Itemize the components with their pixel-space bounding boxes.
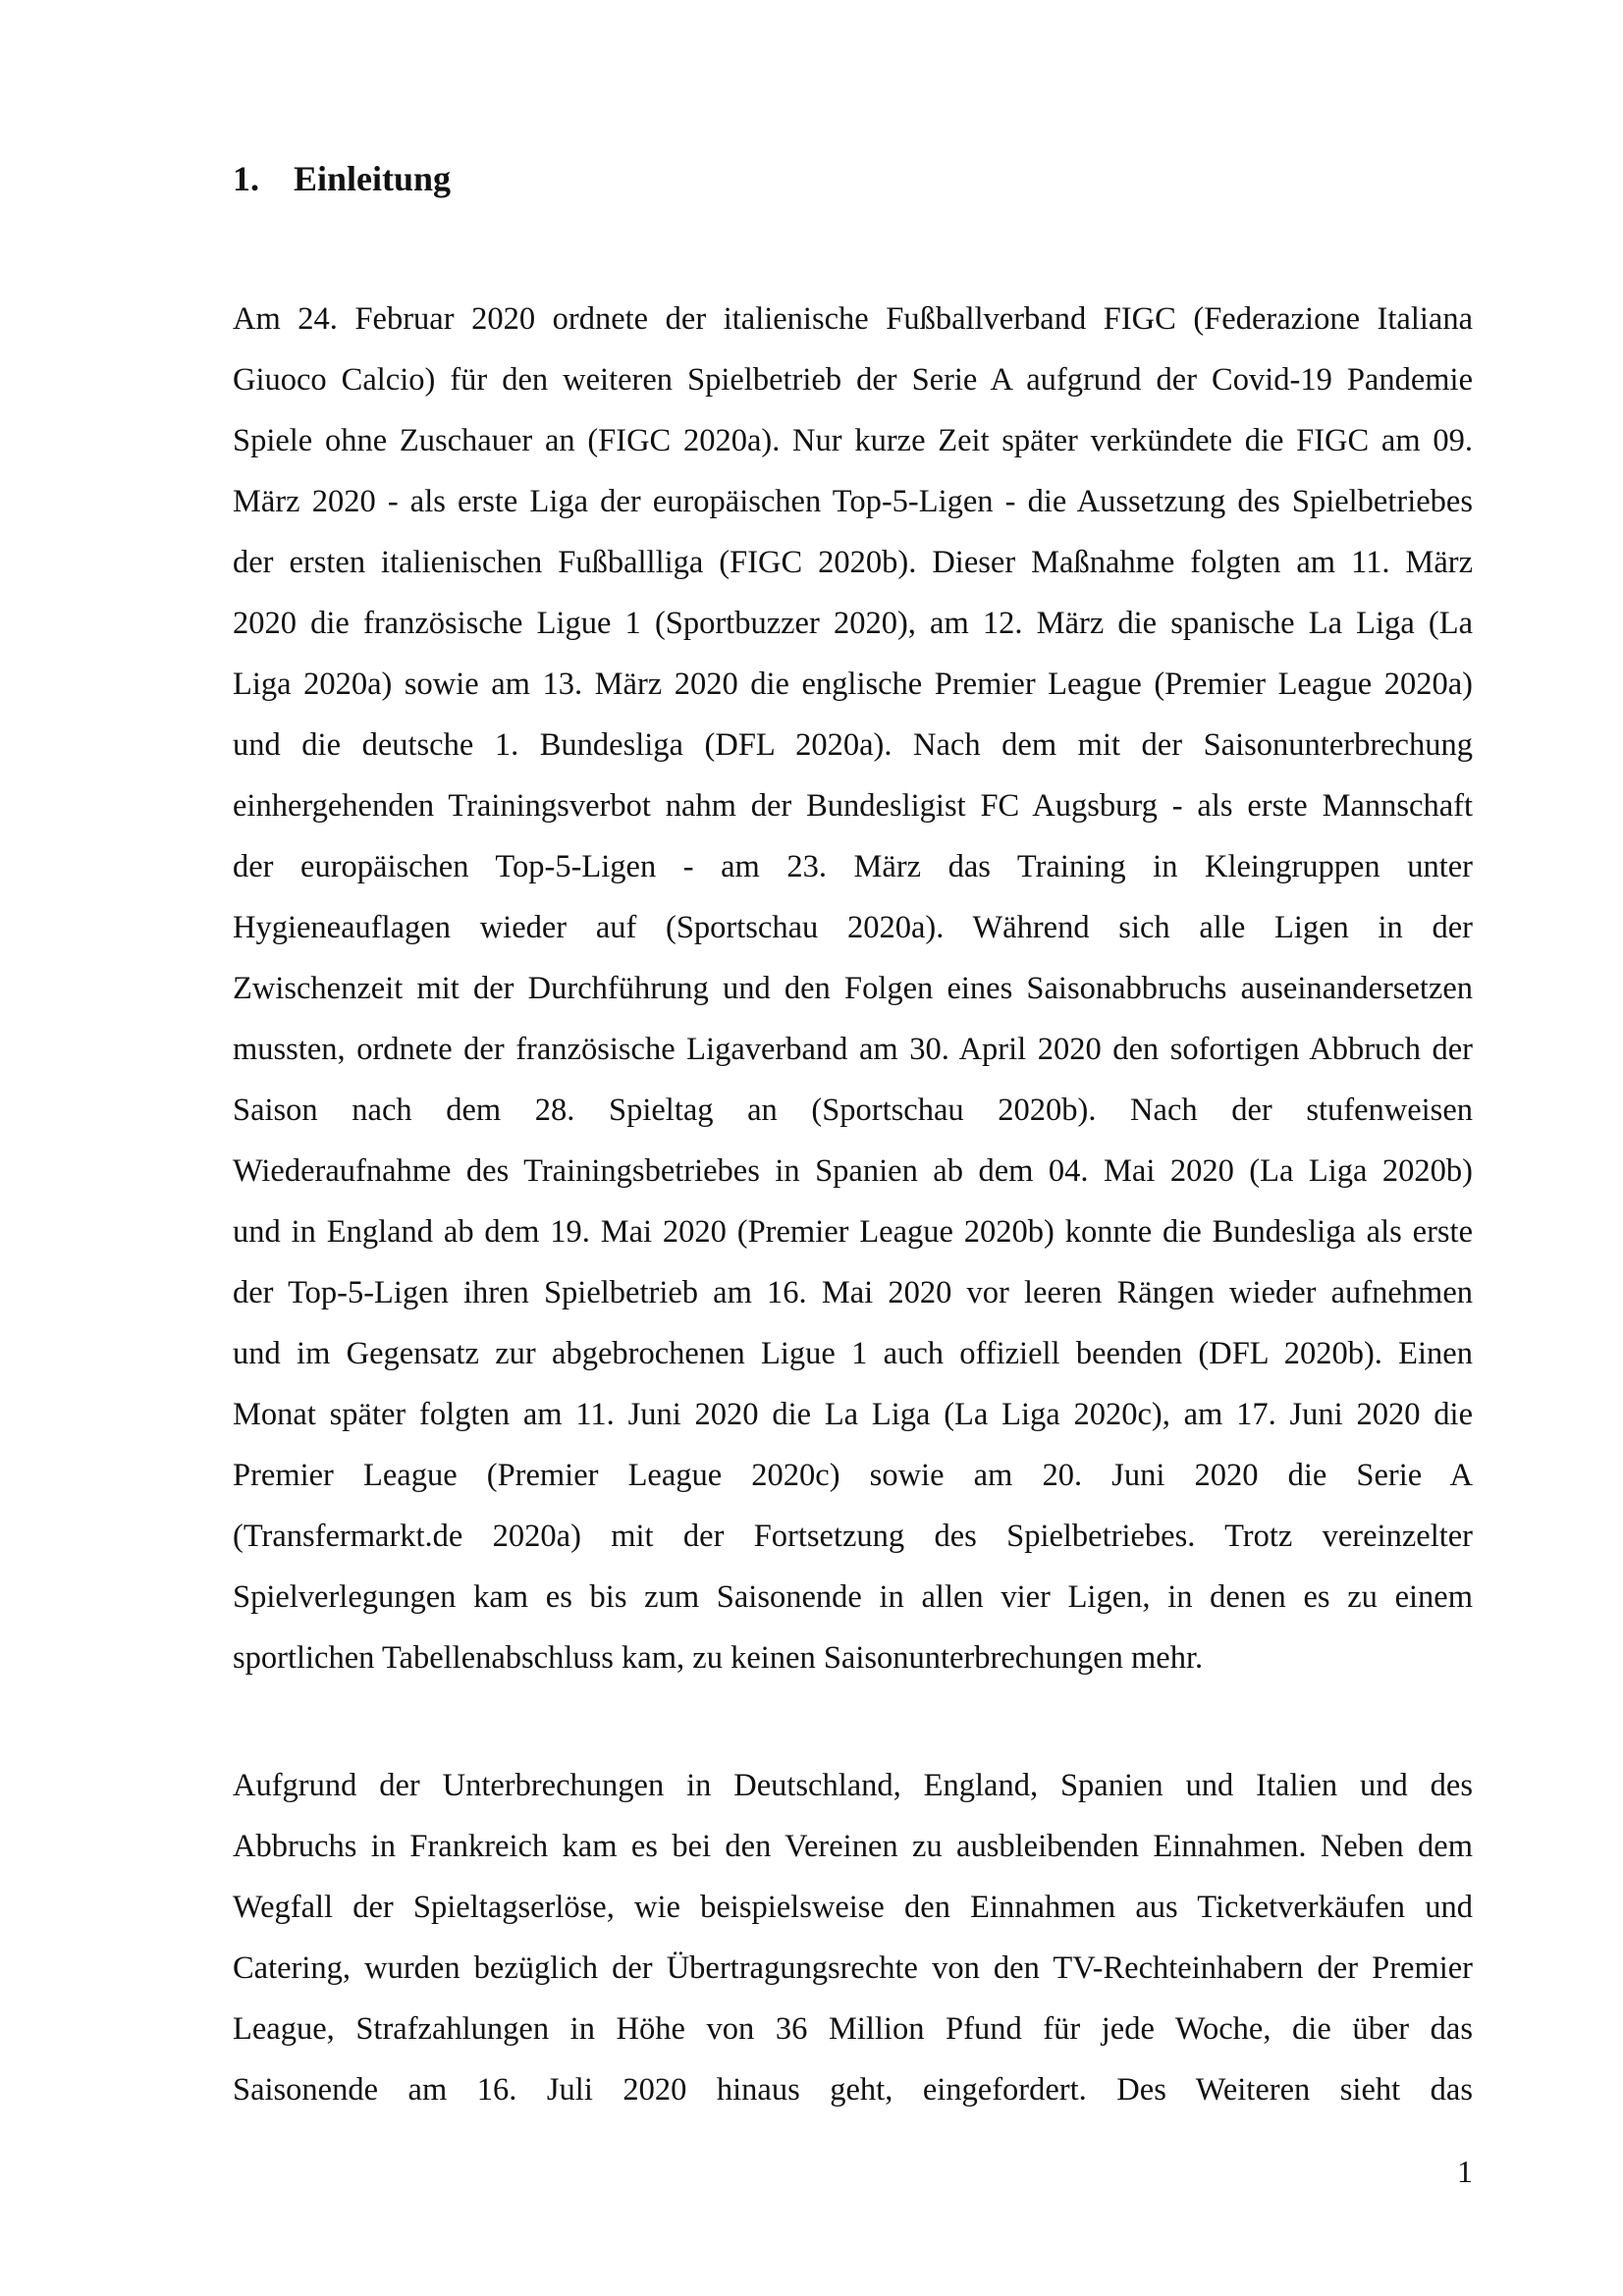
text-line: (Transfermarkt.de 2020a) mit der Fortsetzung des Spielbetriebes. Trotz vereinzelter [233,1519,1473,1554]
text-line: League, Strafzahlungen in Höhe von 36 Million Pfund für jede Woche, die über das [233,2011,1473,2047]
text-line: Am 24. Februar 2020 ordnete der italienische Fußballverband FIGC (Federazione Italiana [233,301,1473,337]
paragraph [233,289,1473,1688]
text-line: Aufgrund der Unterbrechungen in Deutschland, England, Spanien und Italien und des [233,1768,1473,1803]
text-line: März 2020 - als erste Liga der europäischen Top-5-Ligen - die Aussetzung des Spielbetriebes [233,484,1473,519]
text-line: Spiele ohne Zuschauer an (FIGC 2020a). Nur kurze Zeit später verkündete die FIGC am 09. [233,423,1473,458]
page-number: 1 [1457,2154,1473,2189]
text-line: Giuoco Calcio) für den weiteren Spielbetrieb der Serie A aufgrund der Covid-19 Pandemie [233,362,1473,398]
text-line: einhergehenden Trainingsverbot nahm der Bundesligist FC Augsburg - als erste Mannschaft [233,788,1473,824]
text-line: und die deutsche 1. Bundesliga (DFL 2020a). Nach dem mit der Saisonunterbrechung [233,727,1473,763]
paragraph [233,1755,1473,2120]
text-line: der ersten italienischen Fußballliga (FIGC 2020b). Dieser Maßnahme folgten am 11. März [233,545,1473,580]
section-title: Einleitung [294,159,452,198]
text-line: mussten, ordnete der französische Ligaverband am 30. April 2020 den sofortigen Abbruch der [233,1032,1473,1067]
text-line: Hygieneauflagen wieder auf (Sportschau 2020a). Während sich alle Ligen in der [233,910,1473,945]
text-line: Catering, wurden bezüglich der Übertragungsrechte von den TV-Rechteinhabern der Premier [233,1950,1473,1986]
text-line: Liga 2020a) sowie am 13. März 2020 die englische Premier League (Premier League 2020a) [233,667,1473,702]
section-number: 1. [233,159,259,198]
text-line: der europäischen Top-5-Ligen - am 23. März das Training in Kleingruppen unter [233,849,1473,884]
text-line: Monat später folgten am 11. Juni 2020 die La Liga (La Liga 2020c), am 17. Juni 2020 die [233,1397,1473,1432]
section-heading [233,157,451,200]
text-line: Saisonende am 16. Juli 2020 hinaus geht, eingefordert. Des Weiteren sieht das [233,2072,1473,2108]
text-line: Abbruchs in Frankreich kam es bei den Vereinen zu ausbleibenden Einnahmen. Neben dem [233,1829,1473,1864]
text-line: Zwischenzeit mit der Durchführung und den Folgen eines Saisonabbruchs auseinandersetzen [233,971,1473,1006]
text-line: Premier League (Premier League 2020c) sowie am 20. Juni 2020 die Serie A [233,1458,1473,1493]
text-line: sportlichen Tabellenabschluss kam, zu keinen Saisonunterbrechungen mehr. [233,1640,1204,1676]
text-line: Wiederaufnahme des Trainingsbetriebes in Spanien ab dem 04. Mai 2020 (La Liga 2020b) [233,1153,1473,1189]
text-line: Saison nach dem 28. Spieltag an (Sportschau 2020b). Nach der stufenweisen [233,1093,1473,1128]
text-line: 2020 die französische Ligue 1 (Sportbuzzer 2020), am 12. März die spanische La Liga (La [233,606,1473,641]
text-line: und in England ab dem 19. Mai 2020 (Premier League 2020b) konnte die Bundesliga als erste [233,1214,1473,1250]
text-line: Spielverlegungen kam es bis zum Saisonende in allen vier Ligen, in denen es zu einem [233,1579,1473,1615]
text-line: Wegfall der Spieltagserlöse, wie beispielsweise den Einnahmen aus Ticketverkäufen und [233,1890,1473,1925]
text-line: und im Gegensatz zur abgebrochenen Ligue 1 auch offiziell beenden (DFL 2020b). Einen [233,1336,1473,1371]
text-line: der Top-5-Ligen ihren Spielbetrieb am 16. Mai 2020 vor leeren Rängen wieder aufnehmen [233,1275,1473,1310]
